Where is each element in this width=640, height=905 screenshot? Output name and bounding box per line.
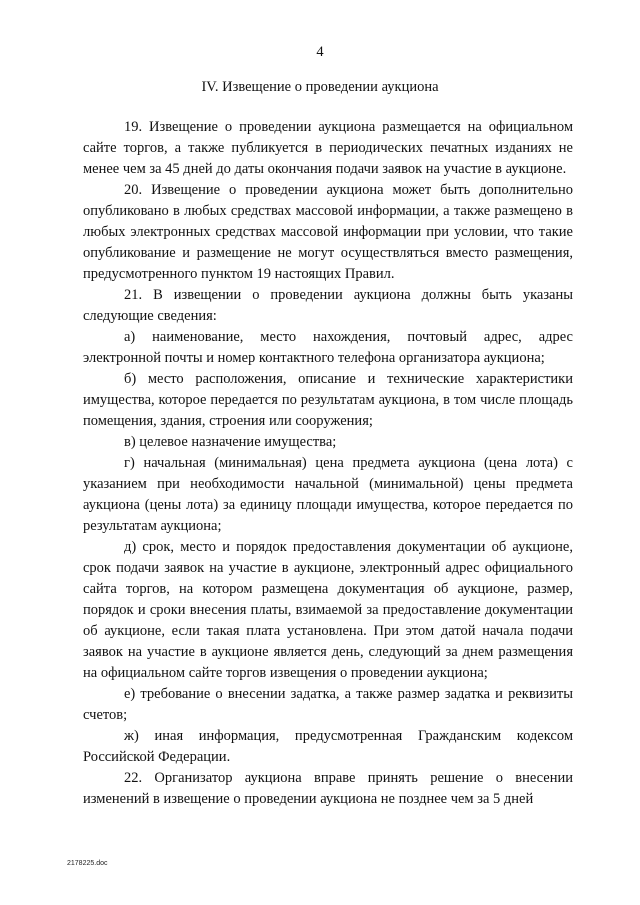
list-item-e: е) требование о внесении задатка, а также размер задатка и реквизиты счетов;	[83, 686, 573, 723]
page-number: 4	[316, 44, 324, 60]
list-item-v: в) целевое назначение имущества;	[124, 434, 337, 450]
section-title: IV. Извещение о проведении аукциона	[201, 79, 439, 95]
list-item-zh: ж) иная информация, предусмотренная Гражданским кодексом Российской Федерации.	[83, 728, 573, 765]
list-item-a: а) наименование, место нахождения, почтовый адрес, адрес электронной почты и номер контактного телефона организатора аукциона;	[83, 329, 573, 366]
footer-file-name: 2178225.doc	[67, 860, 108, 867]
list-item-b: б) место расположения, описание и технические характеристики имущества, которое передается по результатам аукциона, в том числе площадь помещения, здания, строения или сооружения;	[83, 371, 573, 429]
paragraph-22: 22. Организатор аукциона вправе принять решение о внесении изменений в извещение о проведении аукциона не позднее чем за 5 дней	[83, 770, 573, 807]
body-text	[83, 117, 573, 810]
list-item-g: г) начальная (минимальная) цена предмета аукциона (цена лота) с указанием при необходимости начальной (минимальной) цены предмета аукциона (цены лота) за единицу площади имущества, которое передается по результатам аукциона;	[83, 455, 573, 534]
paragraph-20: 20. Извещение о проведении аукциона может быть дополнительно опубликовано в любых средствах массовой информации, а также размещено в любых электронных средствах массовой информации при условии, что такие опубликование и размещение не могут осуществляться вместо размещения, предусмотренного пунктом 19 настоящих Правил.	[83, 182, 573, 282]
paragraph-21: 21. В извещении о проведении аукциона должны быть указаны следующие сведения:	[83, 287, 573, 324]
paragraph-19: 19. Извещение о проведении аукциона размещается на официальном сайте торгов, а также публикуется в периодических печатных изданиях не менее чем за 45 дней до даты окончания подачи заявок на участие в аукционе.	[83, 119, 573, 177]
list-item-d: д) срок, место и порядок предоставления документации об аукционе, срок подачи заявок на участие в аукционе, электронный адрес официального сайта торгов, на котором размещена документация об аукционе, размер, порядок и сроки внесения платы, взимаемой за предоставление документации об аукционе, если такая плата установлена. При этом датой начала подачи заявок на участие в аукционе является день, следующий за днем размещения на официальном сайте торгов извещения о проведении аукциона;	[83, 539, 573, 681]
